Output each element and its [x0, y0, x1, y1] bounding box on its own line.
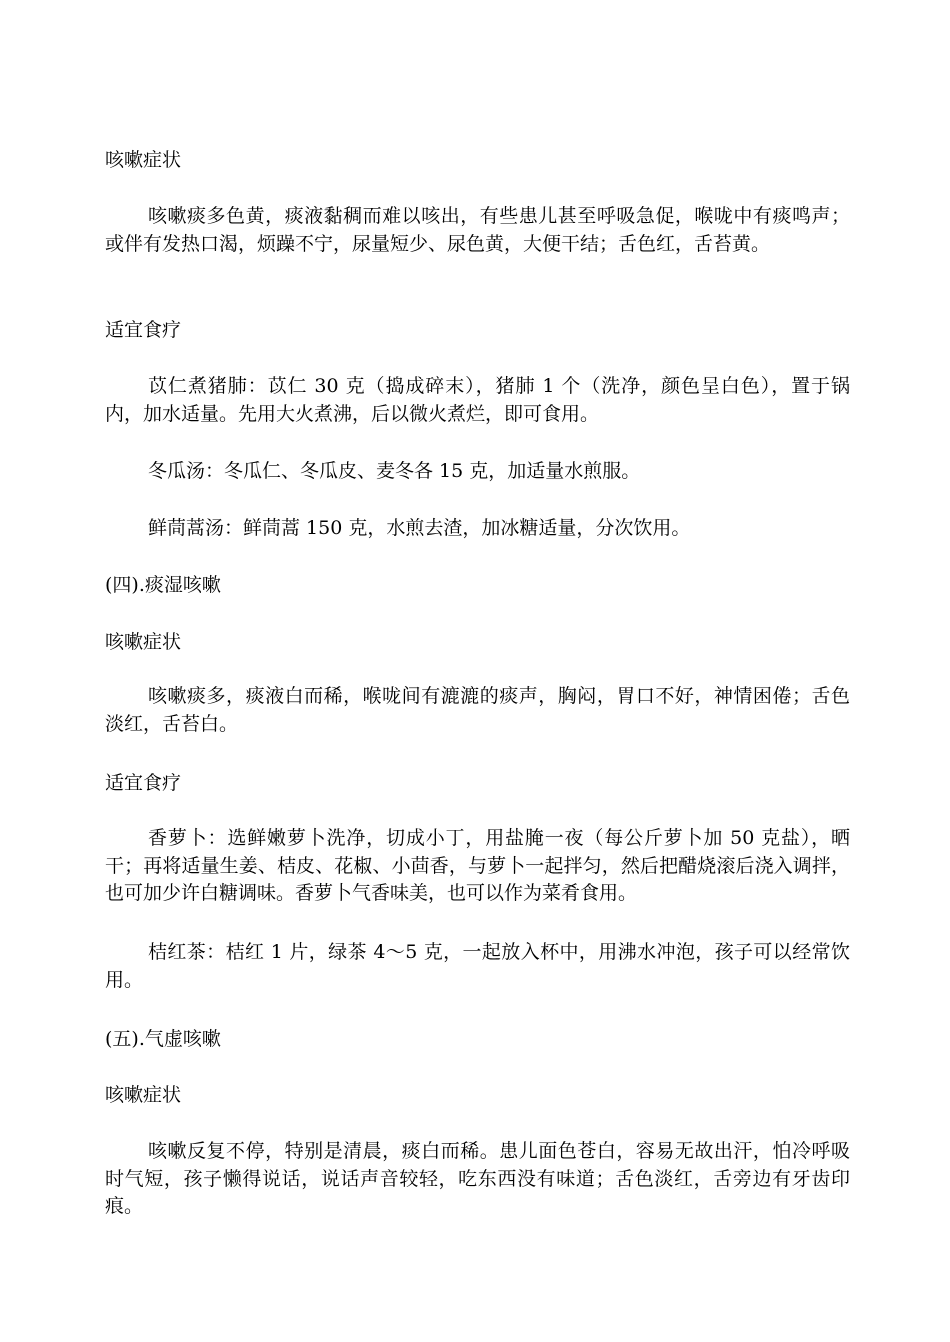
paragraph: 苡仁煮猪肺：苡仁 30 克（捣成碎末），猪肺 1 个（洗净，颜色呈白色），置于锅内，加水适量。先用大火煮沸，后以微火煮烂，即可食用。 [105, 375, 850, 425]
paragraph: 鲜茼蒿汤：鲜茼蒿 150 克，水煎去渣，加冰糖适量，分次饮用。 [148, 517, 691, 539]
section-heading: (四).痰湿咳嗽 [105, 574, 221, 596]
paragraph: 冬瓜汤：冬瓜仁、冬瓜皮、麦冬各 15 克，加适量水煎服。 [148, 460, 641, 482]
section-heading: 咳嗽症状 [105, 631, 182, 653]
paragraph: 香萝卜：选鲜嫩萝卜洗净，切成小丁，用盐腌一夜（每公斤萝卜加 50 克盐），晒干；再将适量生姜、桔皮、花椒、小茴香，与萝卜一起拌匀，然后把醋烧滚后浇入调拌，也可加少许白糖调味。香萝卜气香味美，也可以作为菜肴食用。 [105, 827, 850, 904]
paragraph: 咳嗽痰多，痰液白而稀，喉咙间有漉漉的痰声，胸闷，胃口不好，神情困倦；舌色淡红，舌苔白。 [105, 685, 850, 735]
paragraph: 咳嗽反复不停，特别是清晨，痰白而稀。患儿面色苍白，容易无故出汗，怕冷呼吸时气短，孩子懒得说话，说话声音较轻，吃东西没有味道；舌色淡红，舌旁边有牙齿印痕。 [105, 1140, 850, 1217]
section-heading: (五).气虚咳嗽 [105, 1028, 221, 1050]
paragraph: 桔红茶：桔红 1 片，绿茶 4～5 克，一起放入杯中，用沸水冲泡，孩子可以经常饮用。 [105, 941, 850, 991]
paragraph: 咳嗽痰多色黄，痰液黏稠而难以咳出，有些患儿甚至呼吸急促，喉咙中有痰鸣声；或伴有发热口渴，烦躁不宁，尿量短少、尿色黄，大便干结；舌色红，舌苔黄。 [105, 205, 850, 255]
section-heading: 适宜食疗 [105, 772, 182, 794]
section-heading: 适宜食疗 [105, 319, 182, 341]
section-heading: 咳嗽症状 [105, 149, 182, 171]
section-heading: 咳嗽症状 [105, 1084, 182, 1106]
